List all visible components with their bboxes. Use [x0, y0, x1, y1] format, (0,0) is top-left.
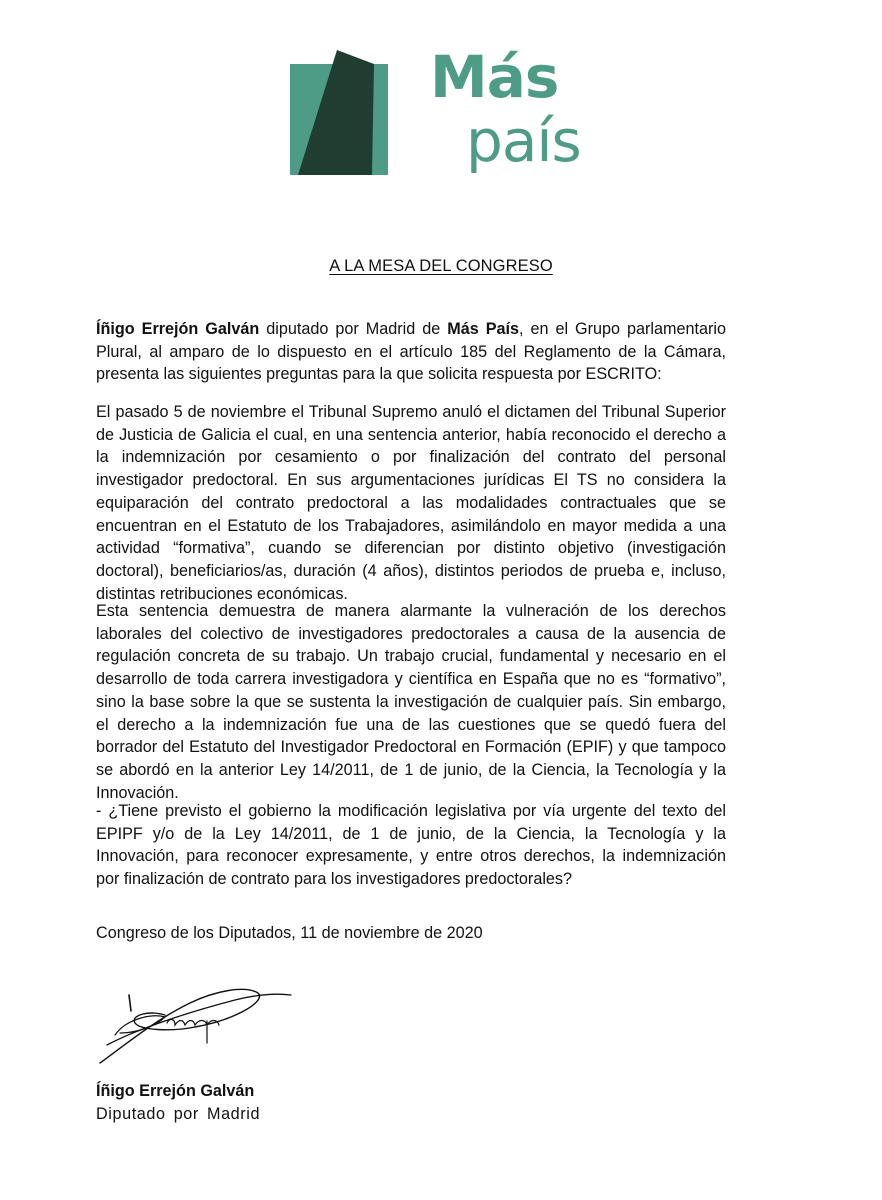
paragraph-consequences: Esta sentencia demuestra de manera alarmante la vulneración de los derechos laborales del colectivo de investigadores predoctorales a causa de la ausencia de regulación concreta de su trabajo. Un trabajo crucial, fundamental y necesario en el desarrollo de toda carrera investigadora y científica en España que no es “formativo”, sino la base sobre la que se sustenta la investigación de cualquier país. Sin embargo, el derecho a la indemnización fue una de las cuestiones que se quedó fuera del borrador del Estatuto del Investigador Predoctoral en Formación (EPIF) y que tampoco se abordó en la anterior Ley 14/2011, de 1 de junio, de la Ciencia, la Tecnología y la Innovación. [96, 602, 726, 802]
mas-pais-logo [290, 43, 600, 185]
signer-name: Íñigo Errejón Galván [96, 1082, 255, 1100]
paragraph-ruling: El pasado 5 de noviembre el Tribunal Supremo anuló el dictamen del Tribunal Superior de Justicia de Galicia el cual, en una sentencia anterior, había reconocido el derecho a la indemnización por cesamiento o por finalización del contrato del personal investigador predoctoral. En sus argumentaciones jurídicas El TS no considera la equiparación del contrato predoctoral a las modalidades contractuales que se encuentran en el Estatuto de los Trabajadores, asimilándolo en mayor medida a una actividad “formativa”, cuando se diferencian por distinto objetivo (investigación doctoral), beneficiarios/as, duración (4 años), distintos periodos de prueba e, incluso, distintas retribuciones económicas. [96, 403, 726, 603]
logo-word-pais: país [466, 107, 581, 175]
date-line: Congreso de los Diputados, 11 de noviembre de 2020 [96, 924, 483, 942]
handwritten-signature [95, 975, 295, 1070]
party-name: Más País [447, 320, 519, 338]
logo-word-mas: Más [430, 43, 559, 111]
signer-role: Diputado por Madrid [96, 1105, 261, 1123]
intro-text-2: , en el Grupo parlamentario Plural, al amparo de lo dispuesto en el artículo 185 del Reglamento de la Cámara, presenta las siguientes preguntas para la que solicita respuesta por ESCRITO: [96, 320, 727, 384]
intro-text-1: diputado por Madrid de [259, 320, 448, 338]
intro-paragraph [96, 318, 726, 386]
author-name: Íñigo Errejón Galván [96, 320, 260, 338]
document-heading: A LA MESA DEL CONGRESO [329, 257, 553, 275]
paragraph-question: - ¿Tiene previsto el gobierno la modificación legislativa por vía urgente del texto del EPIPF y/o de la Ley 14/2011, de 1 de junio, de la Ciencia, la Tecnología y la Innovación, para reconocer expresamente, y entre otros derechos, la indemnización por finalización de contrato para los investigadores predoctorales? [96, 802, 726, 889]
logo-mark-icon [290, 50, 415, 175]
